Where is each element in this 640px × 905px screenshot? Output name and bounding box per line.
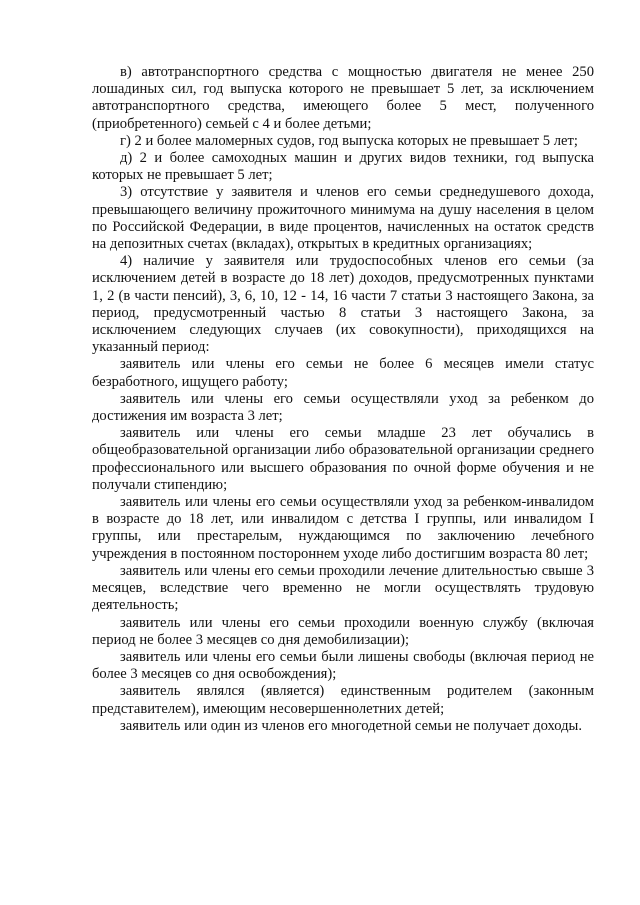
exception-imprisonment: заявитель или члены его семьи были лишены свободы (включая период не более 3 месяцев со дня освобождения); [92,648,594,683]
paragraph-point-3: 3) отсутствие у заявителя и членов его семьи среднедушевого дохода, превышающего величину прожиточного минимума на душу населения в целом по Российской Федерации, в виде процентов, начисленных на остаток средств на депозитных счетах (вкладах), открытых в кредитных организациях; [92,184,594,253]
exception-single-parent: заявитель являлся (является) единственным родителем (законным представителем), имеющим несовершеннолетних детей; [92,683,594,717]
exception-unemployed: заявитель или члены его семьи не более 6 месяцев имели статус безработного, ищущего работу; [92,356,594,390]
exception-military-service: заявитель или члены его семьи проходили военную службу (включая период не более 3 месяцев со дня демобилизации); [92,614,594,648]
paragraph-item-g: г) 2 и более маломерных судов, год выпуска которых не превышает 5 лет; [120,132,578,149]
paragraph-point-4: 4) наличие у заявителя или трудоспособных членов его семьи (за исключением детей в возрасте до 18 лет) доходов, предусмотренных пунктами 1, 2 (в части пенсий), 3, 6, 10, 12 - 14, 16 части 7 статьи 3 настоящего Закона, за период, предусмотренный частью 8 статьи 3 настоящего Закона, за исключением следующих случаев (их совокупности), приходящихся на указанный период: [92,253,594,356]
paragraph-item-d: д) 2 и более самоходных машин и других видов техники, год выпуска которых не превышает 5 лет; [92,150,594,184]
paragraph-item-v: в) автотранспортного средства с мощностью двигателя не менее 250 лошадиных сил, год выпуска которого не превышает 5 лет, за исключением автотранспортного средства, имеющего более 5 мест, полученного (приобретенного) семьей с 4 и более детьми; [92,64,594,132]
exception-medical-treatment: заявитель или члены его семьи проходили лечение длительностью свыше 3 месяцев, вследствие чего временно не могли осуществлять трудовую деятельность; [92,562,594,614]
exception-students: заявитель или члены его семьи младше 23 лет обучались в общеобразовательной организации либо образовательной организации среднего профессионального или высшего образования по очной форме обучения и не получали стипендию; [92,425,594,493]
exception-large-family: заявитель или один из членов его многодетной семьи не получает доходы. [120,717,583,734]
exception-disabled-care: заявитель или члены его семьи осуществляли уход за ребенком-инвалидом в возрасте до 18 лет, или инвалидом с детства I группы, или инвалидом I группы, или престарелым, нуждающимся по заключению лечебного учреждения в постоянном постороннем уходе либо достигшим возраста 80 лет; [92,494,594,562]
document-body [92,64,594,735]
exception-childcare: заявитель или члены его семьи осуществляли уход за ребенком до достижения им возраста 3 лет; [92,390,594,425]
